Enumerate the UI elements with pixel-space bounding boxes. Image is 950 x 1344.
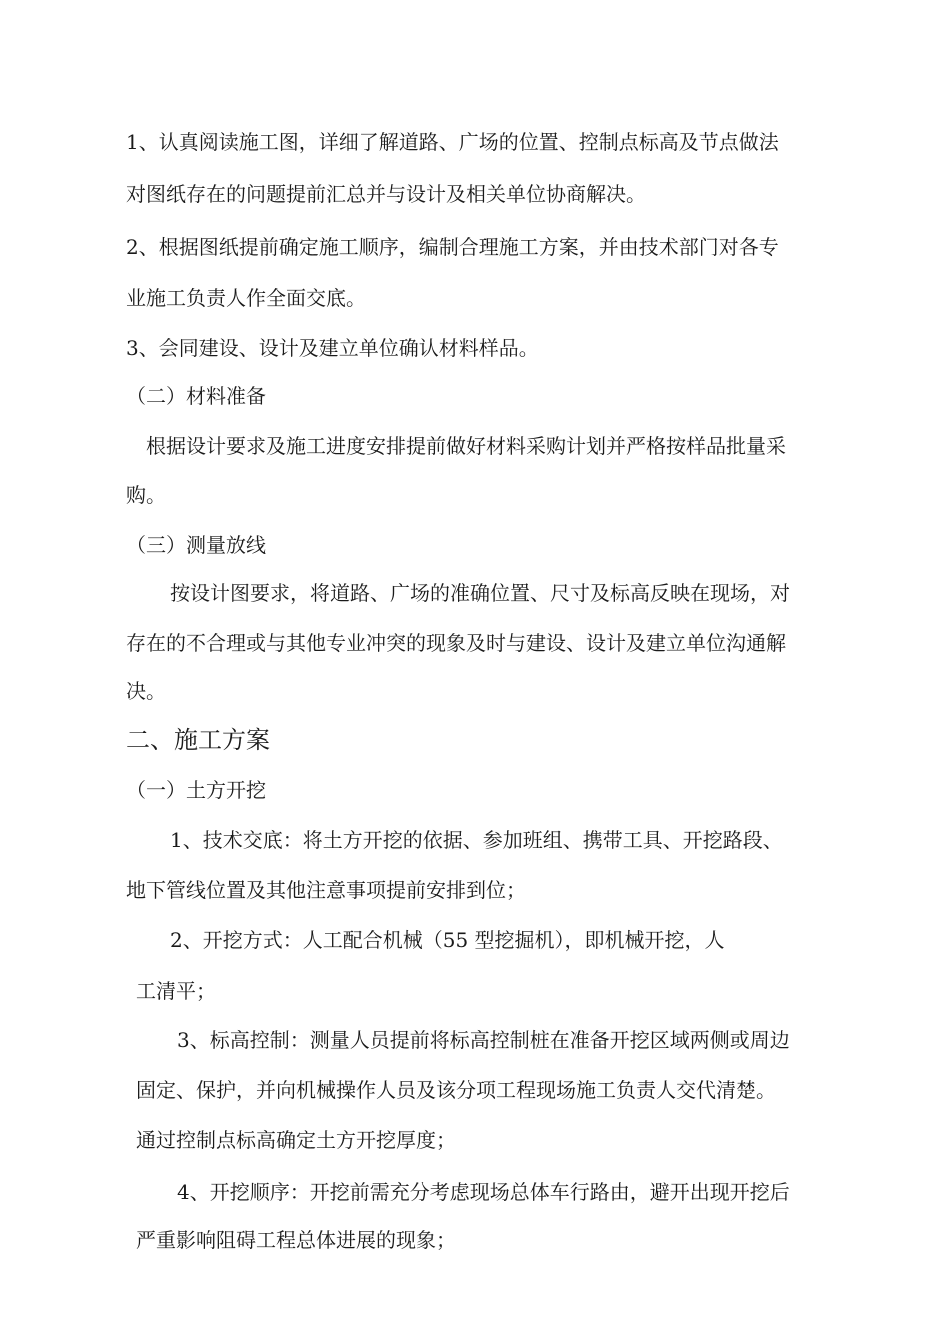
paragraph-2-line-1: 2、根据图纸提前确定施工顺序，编制合理施工方案，并由技术部门对各专 <box>126 235 779 259</box>
item-3-line-2: 固定、保护，并向机械操作人员及该分项工程现场施工负责人交代清楚。 <box>136 1078 776 1102</box>
item-3-line-1: 3、标高控制：测量人员提前将标高控制桩在准备开挖区域两侧或周边 <box>177 1028 790 1052</box>
section-heading-survey: （三）测量放线 <box>126 533 266 557</box>
item-4-line-1: 4、开挖顺序：开挖前需充分考虑现场总体车行路由，避开出现开挖后 <box>177 1180 790 1204</box>
survey-text-line-1: 按设计图要求，将道路、广场的准确位置、尺寸及标高反映在现场，对 <box>170 581 790 605</box>
materials-text-line-1: 根据设计要求及施工进度安排提前做好材料采购计划并严格按样品批量采 <box>146 434 786 458</box>
item-1-line-1: 1、技术交底：将土方开挖的依据、参加班组、携带工具、开挖路段、 <box>170 828 783 852</box>
paragraph-3: 3、会同建设、设计及建立单位确认材料样品。 <box>126 336 539 360</box>
survey-text-line-3: 决。 <box>126 679 166 703</box>
paragraph-1-line-2: 对图纸存在的问题提前汇总并与设计及相关单位协商解决。 <box>126 182 646 206</box>
item-2-line-2: 工清平； <box>136 979 216 1003</box>
paragraph-1-line-1: 1、认真阅读施工图，详细了解道路、广场的位置、控制点标高及节点做法 <box>126 130 779 154</box>
survey-text-line-2: 存在的不合理或与其他专业冲突的现象及时与建设、设计及建立单位沟通解 <box>126 631 786 655</box>
chapter-heading: 二、施工方案 <box>126 726 270 754</box>
item-1-line-2: 地下管线位置及其他注意事项提前安排到位； <box>126 878 526 902</box>
item-2-line-1: 2、开挖方式：人工配合机械（55 型挖掘机），即机械开挖，人 <box>170 928 725 952</box>
item-3-line-3: 通过控制点标高确定土方开挖厚度； <box>136 1128 456 1152</box>
paragraph-2-line-2: 业施工负责人作全面交底。 <box>126 286 366 310</box>
section-heading-earthwork: （一）土方开挖 <box>126 778 266 802</box>
item-4-line-2: 严重影响阻碍工程总体进展的现象； <box>136 1228 456 1252</box>
section-heading-materials: （二）材料准备 <box>126 384 266 408</box>
materials-text-line-2: 购。 <box>126 483 166 507</box>
